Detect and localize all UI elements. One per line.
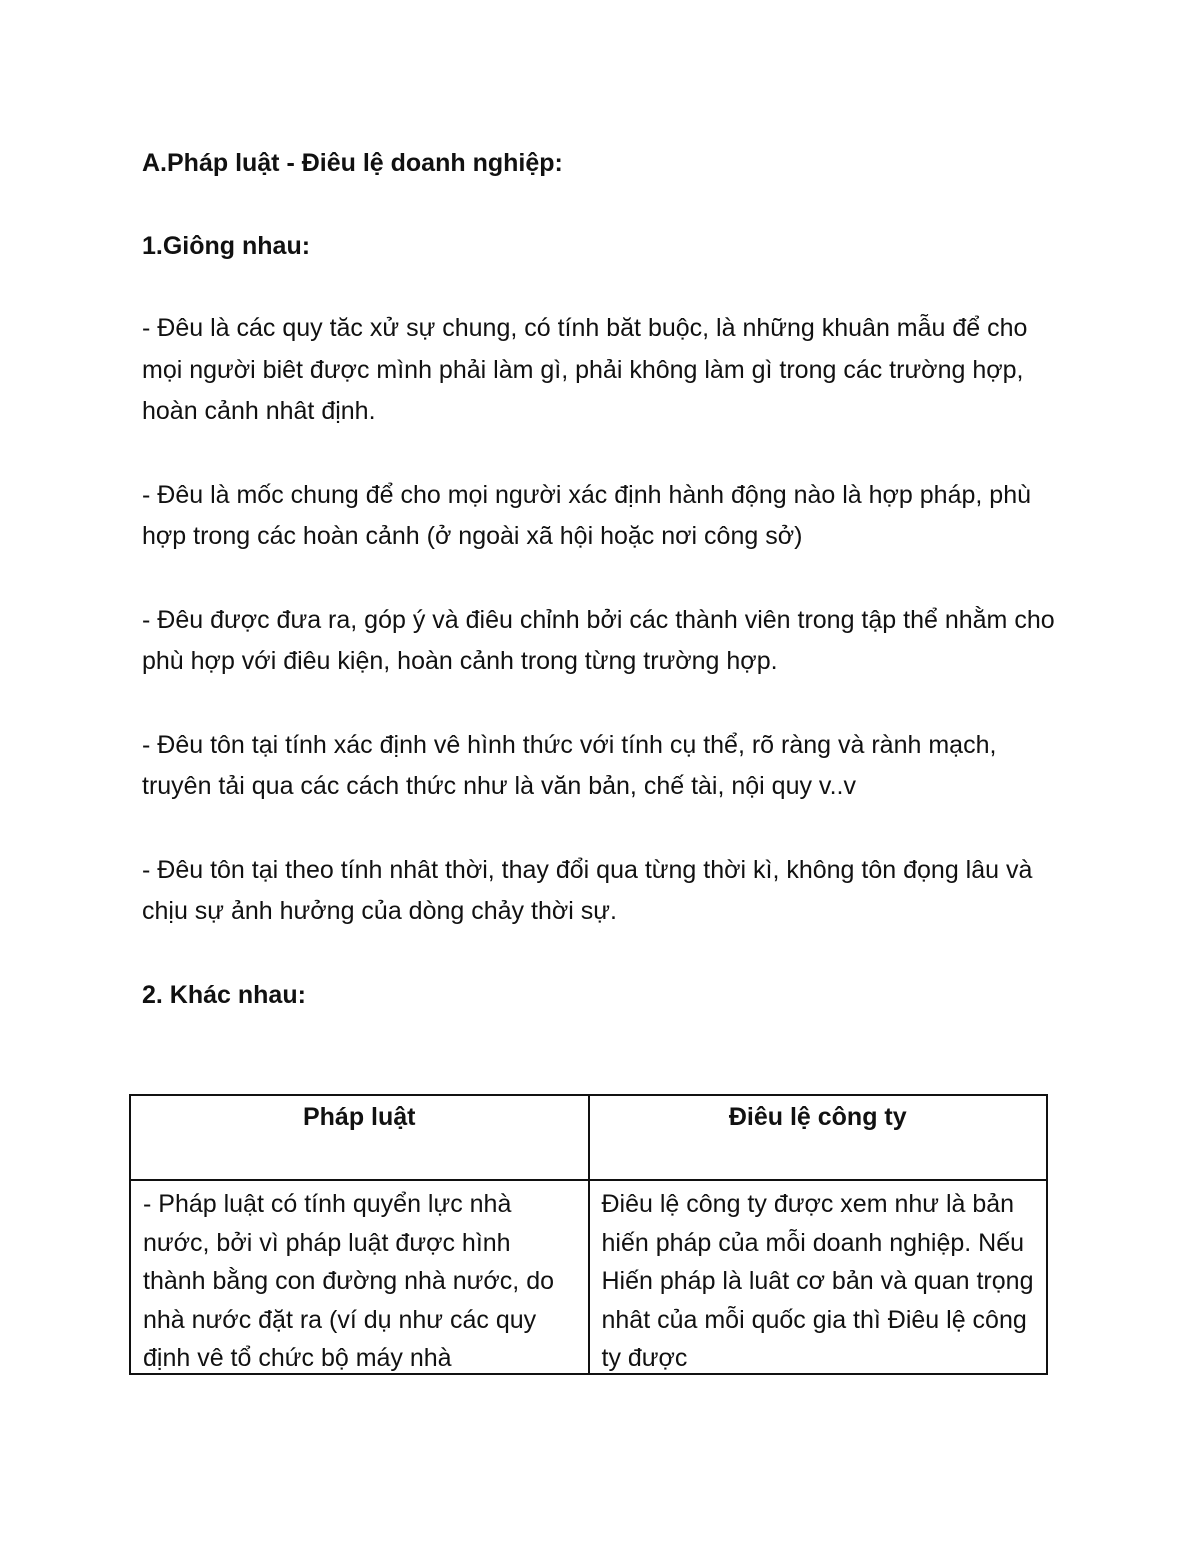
similarity-item: - Đêu là các quy tăc xử sự chung, có tính băt buộc, là những khuân mẫu để cho mọi người biêt được mình phải làm gì, phải không làm gì trong các trường hợp, hoàn cảnh nhât định.	[142, 314, 1028, 425]
subsection-2-title: 2. Khác nhau:	[142, 980, 306, 1009]
table-cell-phap-luat: - Pháp luật có tính quyển lực nhà nước, bởi vì pháp luật được hình thành bằng con đường nhà nước, do nhà nước đặt ra (ví dụ như các quy định vê tổ chức bộ máy nhà	[131, 1180, 589, 1375]
similarity-item: - Đêu tôn tại tính xác định vê hình thức với tính cụ thể, rõ ràng và rành mạch, truyên tải qua các cách thức như là văn bản, chế tài, nội quy v..v	[142, 730, 997, 800]
table-cell-dieu-le: Điêu lệ công ty được xem như là bản hiến pháp của mỗi doanh nghiệp. Nếu Hiến pháp là luât cơ bản và quan trọng nhât của mỗi quốc gia thì Điêu lệ công ty được	[589, 1180, 1047, 1375]
similarity-item: - Đêu tôn tại theo tính nhât thời, thay đổi qua từng thời kì, không tôn đọng lâu và chịu sự ảnh hưởng của dòng chảy thời sự.	[142, 855, 1033, 925]
similarity-item: - Đêu là mốc chung để cho mọi người xác định hành động nào là hợp pháp, phù hợp trong các hoàn cảnh (ở ngoài xã hội hoặc nơi công sở)	[142, 480, 1032, 550]
table-header-row	[131, 1096, 1046, 1180]
similarity-item: - Đêu được đưa ra, góp ý và điêu chỉnh bởi các thành viên trong tập thể nhằm cho phù hợp với điêu kiện, hoàn cảnh trong từng trường hợp.	[142, 605, 1055, 675]
header-phap-luat: Pháp luật	[131, 1096, 589, 1180]
header-dieu-le-cong-ty: Điêu lệ công ty	[589, 1096, 1047, 1180]
subsection-1-title: 1.Giông nhau:	[142, 232, 311, 260]
table-row	[131, 1180, 1046, 1375]
section-a-title: A.Pháp luật - Điêu lệ doanh nghiệp:	[142, 149, 563, 177]
document-body	[142, 143, 1062, 1016]
comparison-table	[129, 1094, 1048, 1375]
